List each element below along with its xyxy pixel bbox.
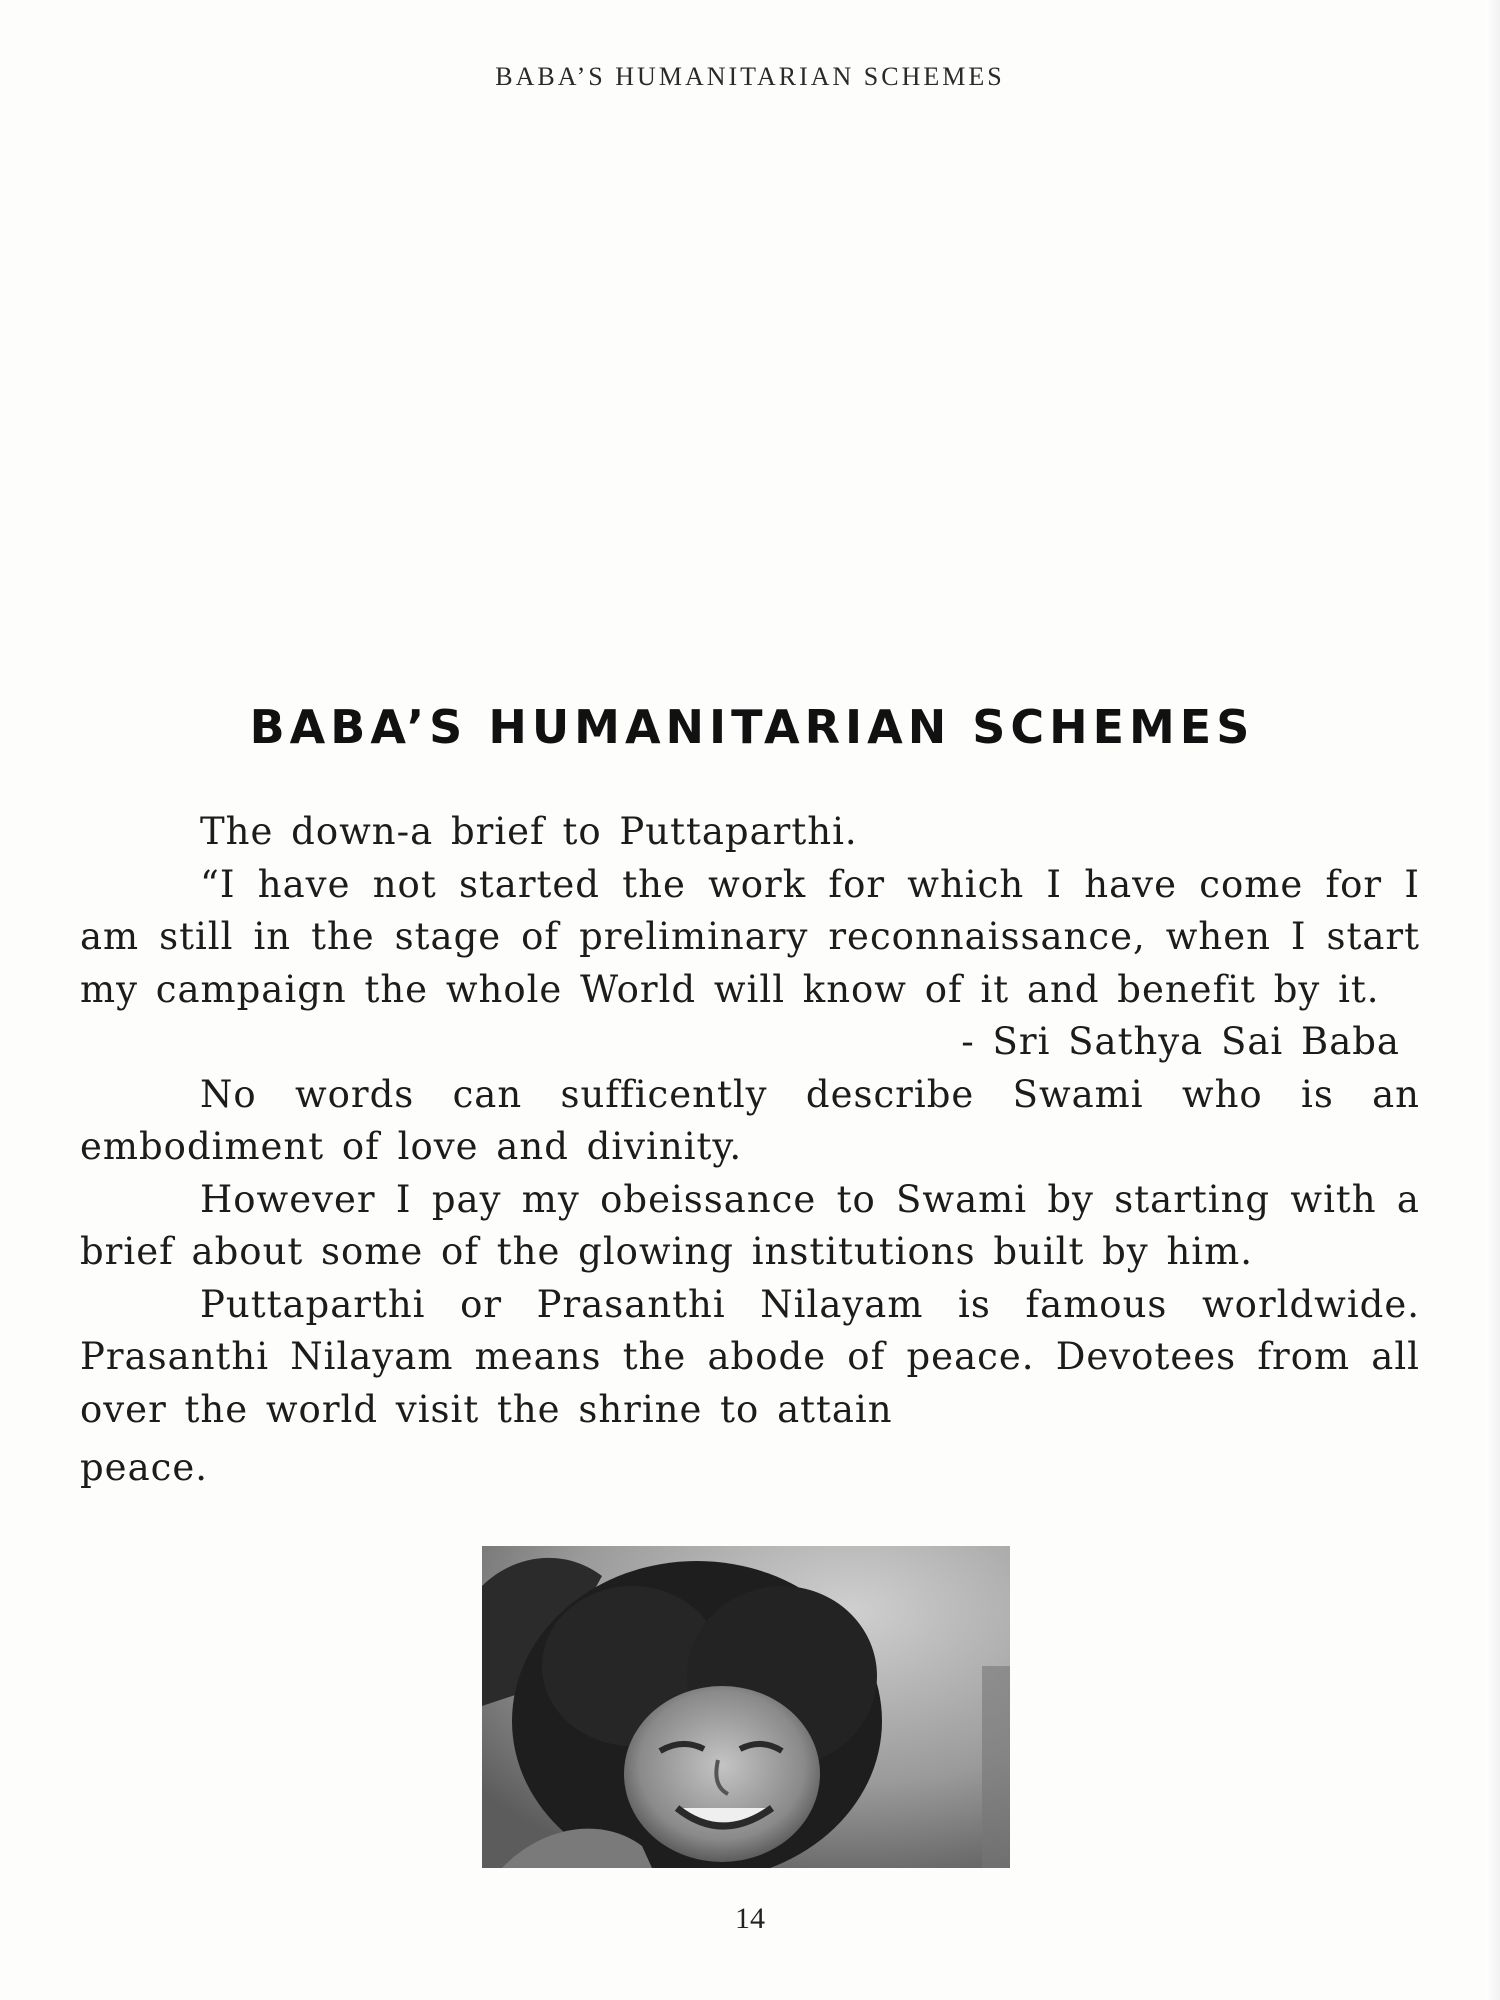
background-chain-detail <box>982 1666 1010 1868</box>
body-text <box>80 806 1420 1495</box>
running-header: BABA’S HUMANITARIAN SCHEMES <box>495 62 1005 91</box>
paragraph-quote: “I have not started the work for which I have come for I am still in the stage of preliminary reconnaissance, when I start my campaign the whole World will know of it and benefit by it. <box>80 862 1420 1011</box>
quote-attribution: - Sri Sathya Sai Baba <box>961 1020 1400 1063</box>
paragraph-description: No words can sufficently describe Swami who is an embodiment of love and divinity. <box>80 1072 1420 1168</box>
page-edge-shadow <box>1486 0 1500 2000</box>
page-number: 14 <box>735 1902 765 1935</box>
paragraph-obeissance: However I pay my obeissance to Swami by starting with a brief about some of the glowing institutions built by him. <box>80 1177 1420 1273</box>
chapter-title: BABA’S HUMANITARIAN SCHEMES <box>249 700 1255 754</box>
portrait-photo-drawing <box>482 1546 1010 1868</box>
paragraph-puttaparthi: Puttaparthi or Prasanthi Nilayam is famous worldwide. Prasanthi Nilayam means the abode of peace. Devotees from all over the world visit the shrine to attain <box>80 1282 1420 1431</box>
portrait-photo <box>482 1546 1010 1868</box>
paragraph-intro: The down-a brief to Puttaparthi. <box>200 810 858 853</box>
paragraph-puttaparthi-end: peace. <box>80 1446 209 1489</box>
face <box>624 1686 820 1862</box>
